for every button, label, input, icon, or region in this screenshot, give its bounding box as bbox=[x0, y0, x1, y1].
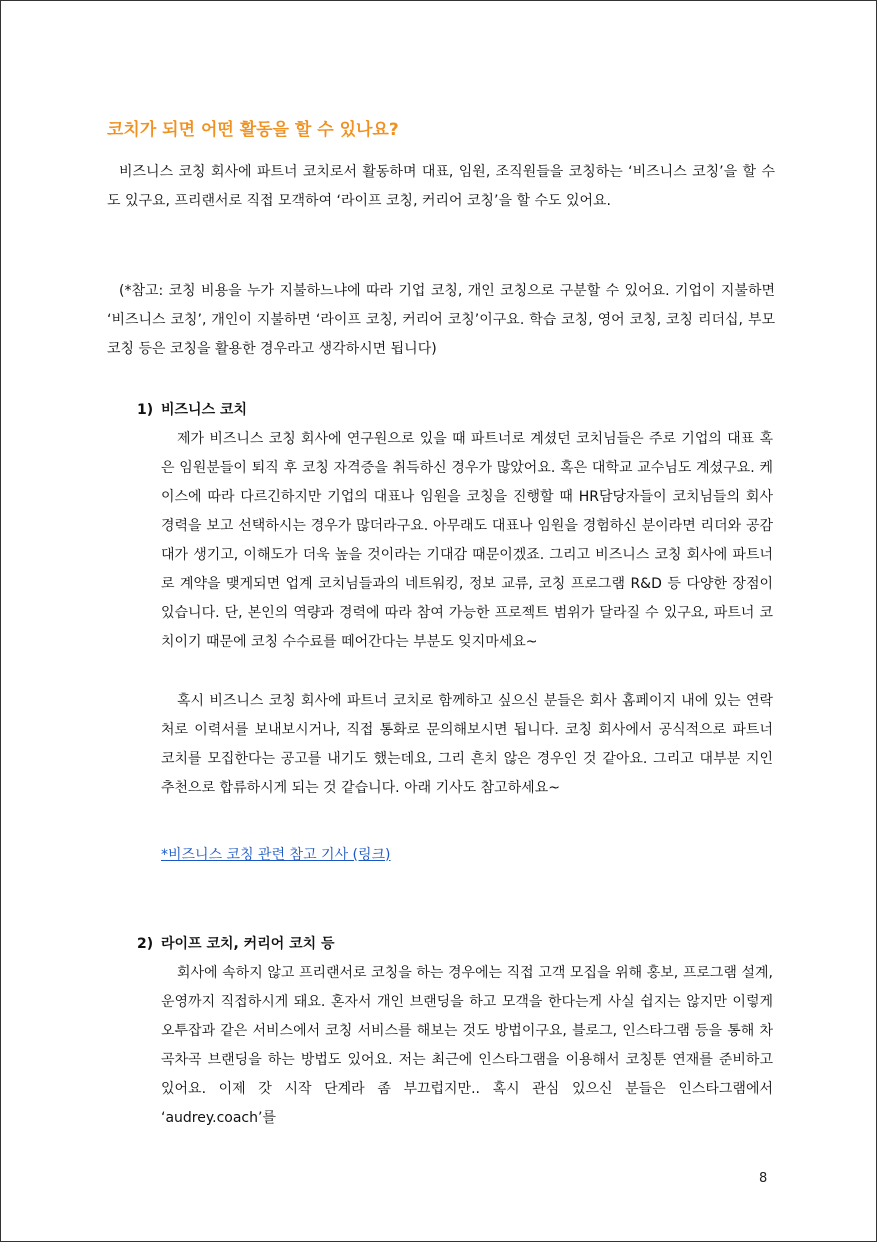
section-1-title bbox=[137, 399, 247, 419]
reference-article-link[interactable]: *비즈니스 코칭 관련 참고 기사 (링크) bbox=[161, 847, 391, 863]
page-number: 8 bbox=[759, 1171, 768, 1186]
section-1-paragraph-2: 혹시 비즈니스 코칭 회사에 파트너 코치로 함께하고 싶으신 분들은 회사 홈페이지 내에 있는 연락처로 이력서를 보내보시거나, 직접 통화로 문의해보시면 됩니다. 코칭 회사에서 공식적으로 파트너 코치를 모집한다는 공고를 내기도 했는데요, 그리 흔치 않은 경우인 것 같아요. 그리고 대부분 지인 추천으로 합류하시게 되는 것 같습니다. 아래 기사도 참고하세요~ bbox=[161, 693, 773, 796]
page-heading: 코치가 되면 어떤 활동을 할 수 있나요? bbox=[107, 120, 399, 140]
intro-paragraph: 비즈니스 코칭 회사에 파트너 코치로서 활동하며 대표, 임원, 조직원들을 코칭하는 ‘비즈니스 코칭’을 할 수도 있구요, 프리랜서로 직접 모객하여 ‘라이프 코칭, 커리어 코칭’을 할 수도 있어요. bbox=[107, 164, 775, 209]
section-2-paragraph-1: 회사에 속하지 않고 프리랜서로 코칭을 하는 경우에는 직접 고객 모집을 위해 홍보, 프로그램 설계, 운영까지 직접하시게 돼요. 혼자서 개인 브랜딩을 하고 모객을 한다는게 사실 쉽지는 않지만 이렇게 오투잡과 같은 서비스에서 코칭 서비스를 해보는 것도 방법이구요, 블로그, 인스타그램 등을 통해 차곡차곡 브랜딩을 하는 방법도 있어요. 저는 최근에 인스타그램을 이용해서 코칭툰 연재를 준비하고 있어요. 이제 갓 시작 단계라 좀 부끄럽지만.. 혹시 관심 있으신 분들은 인스타그램에서 ‘audrey.coach’를 bbox=[161, 965, 773, 1126]
section-1-number: 1) bbox=[137, 402, 154, 418]
note-paragraph: (*참고: 코칭 비용을 누가 지불하느냐에 따라 기업 코칭, 개인 코칭으로 구분할 수 있어요. 기업이 지불하면 ‘비즈니스 코칭’, 개인이 지불하면 ‘라이프 코칭, 커리어 코칭’이구요. 학습 코칭, 영어 코칭, 코칭 리더십, 부모 코칭 등은 코칭을 활용한 경우라고 생각하시면 됩니다) bbox=[107, 283, 775, 357]
section-1-title-text: 비즈니스 코치 bbox=[161, 402, 248, 418]
section-2-title-text: 라이프 코치, 커리어 코치 등 bbox=[161, 936, 335, 952]
section-2-number: 2) bbox=[137, 936, 154, 952]
section-1-paragraph-1: 제가 비즈니스 코칭 회사에 연구원으로 있을 때 파트너로 계셨던 코치님들은 주로 기업의 대표 혹은 임원분들이 퇴직 후 코칭 자격증을 취득하신 경우가 많았어요. 혹은 대학교 교수님도 계셨구요. 케이스에 따라 다르긴하지만 기업의 대표나 임원을 코칭을 진행할 때 HR담당자들이 코치님들의 회사 경력을 보고 선택하시는 경우가 많더라구요. 아무래도 대표나 임원을 경험하신 분이라면 리더와 공감대가 생기고, 이해도가 더욱 높을 것이라는 기대감 때문이겠죠. 그리고 비즈니스 코칭 회사에 파트너로 계약을 맺게되면 업계 코치님들과의 네트워킹, 정보 교류, 코칭 프로그램 R&D 등 다양한 장점이 있습니다. 단, 본인의 역량과 경력에 따라 참여 가능한 프로젝트 범위가 달라질 수 있구요, 파트너 코치이기 때문에 코칭 수수료를 떼어간다는 부분도 잊지마세요~ bbox=[161, 431, 773, 650]
section-2-title bbox=[137, 933, 335, 953]
